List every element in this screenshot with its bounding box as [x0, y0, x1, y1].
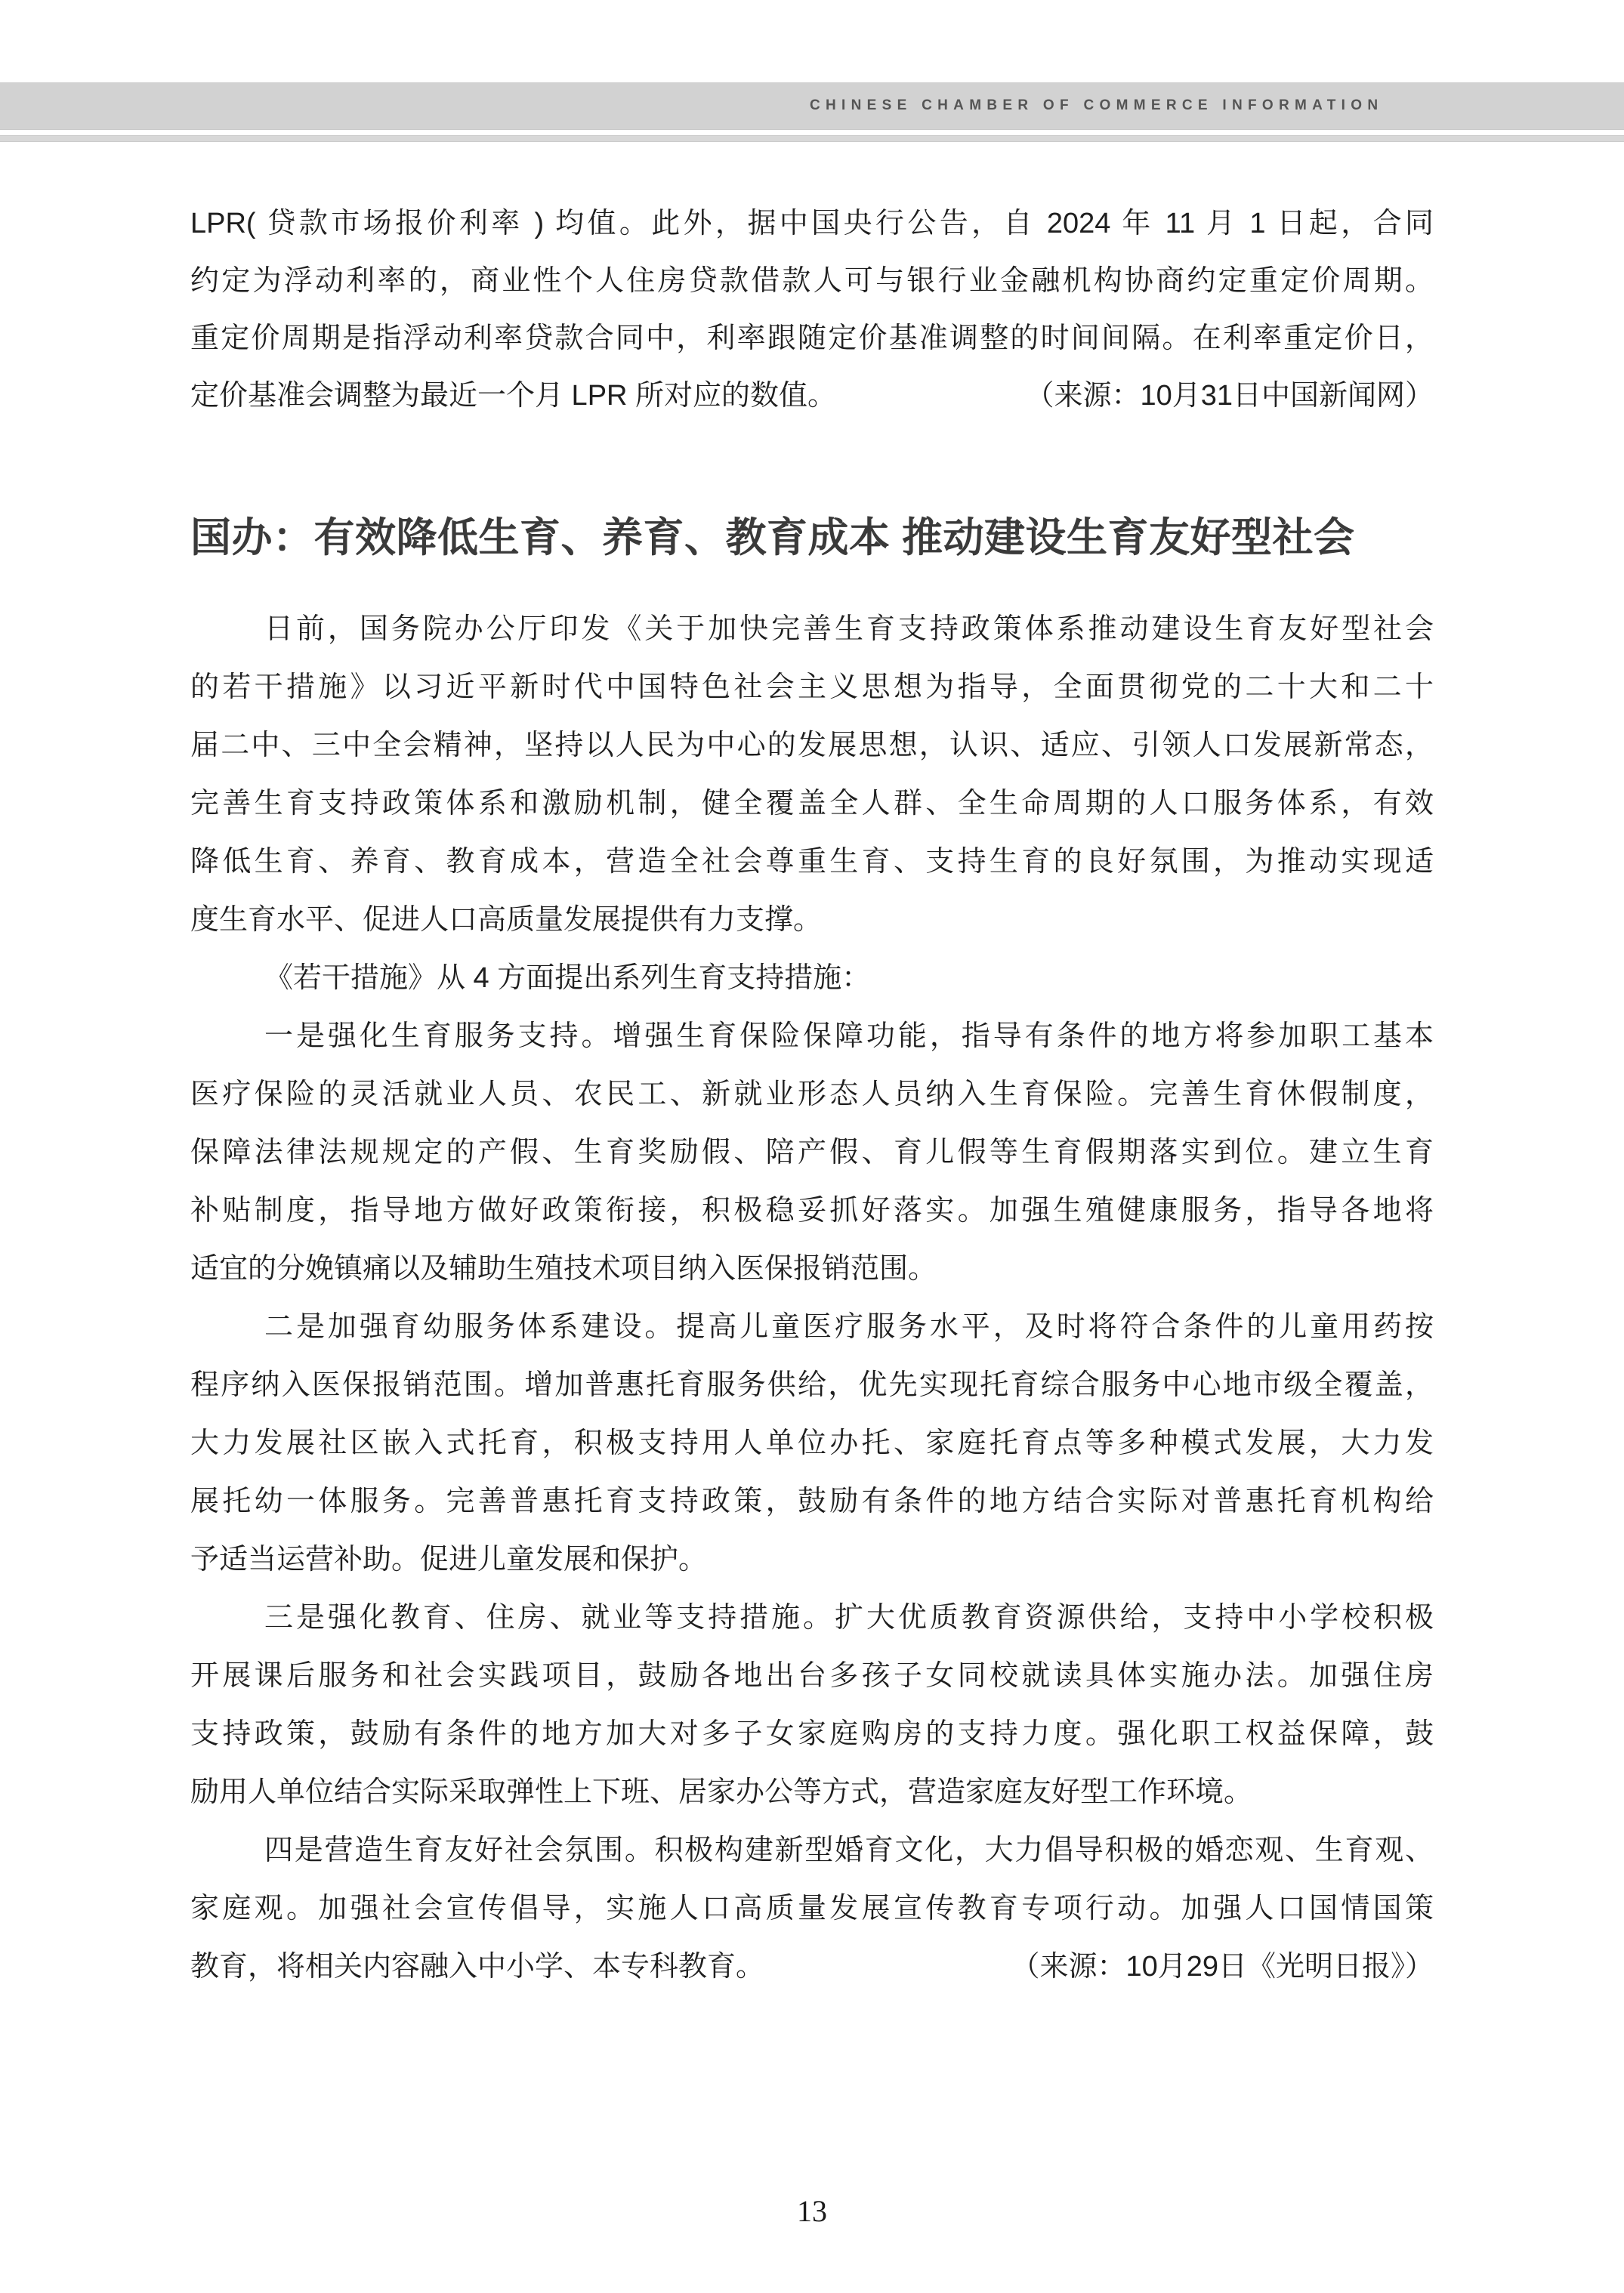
publication-title: CHINESE CHAMBER OF COMMERCE INFORMATION [810, 97, 1384, 113]
text-line: 支持政策，鼓励有条件的地方加大对多子女家庭购房的支持力度。强化职工权益保障，鼓 [190, 1718, 1434, 1750]
text-line: 完善生育支持政策体系和激励机制，健全覆盖全人群、全生命周期的人口服务体系，有效 [190, 788, 1434, 819]
header-divider [0, 135, 1624, 142]
text-line-with-source [190, 1938, 1434, 1996]
text-line: 四是营造生育友好社会氛围。积极构建新型婚育文化，大力倡导积极的婚恋观、生育观、 [264, 1835, 1434, 1866]
text-line: 度生育水平、促进人口高质量发展提供有力支撑。 [190, 904, 823, 936]
text-line: LPR( 贷款市场报价利率 ) 均值。此外，据中国央行公告，自 2024 年 11 月 1 日起，合同 [190, 208, 1434, 239]
text-line: 大力发展社区嵌入式托育，积极支持用人单位办托、家庭托育点等多种模式发展，大力发 [190, 1427, 1434, 1459]
text-line: 予适当运营补助。促进儿童发展和保护。 [190, 1544, 708, 1575]
source-citation: （来源：10月31日中国新闻网） [1025, 380, 1434, 412]
text-line: 日前，国务院办公厅印发《关于加快完善生育支持政策体系推动建设生育友好型社会 [264, 613, 1434, 645]
text-line: 励用人单位结合实际采取弹性上下班、居家办公等方式，营造家庭友好型工作环境。 [190, 1776, 1253, 1808]
text-line: 补贴制度，指导地方做好政策衔接，积极稳妥抓好落实。加强生殖健康服务，指导各地将 [190, 1195, 1434, 1227]
text-line: 教育，将相关内容融入中小学、本专科教育。 [190, 1951, 765, 1983]
text-line: 二是加强育幼服务体系建设。提高儿童医疗服务水平，及时将符合条件的儿童用药按 [264, 1311, 1434, 1343]
paragraph [190, 1589, 1434, 1822]
running-header-band [0, 82, 1624, 130]
text-line: 医疗保险的灵活就业人员、农民工、新就业形态人员纳入生育保险。完善生育休假制度， [190, 1079, 1434, 1110]
paragraph [190, 949, 1434, 1008]
text-line: 重定价周期是指浮动利率贷款合同中，利率跟随定价基准调整的时间间隔。在利率重定价日， [190, 323, 1434, 354]
text-line: 程序纳入医保报销范围。增加普惠托育服务供给，优先实现托育综合服务中心地市级全覆盖， [190, 1369, 1434, 1401]
article-title: 国办：有效降低生育、养育、教育成本 推动建设生育友好型社会 [190, 515, 1355, 560]
text-line: 约定为浮动利率的，商业性个人住房贷款借款人可与银行业金融机构协商约定重定价周期。 [190, 265, 1434, 297]
text-line: 适宜的分娩镇痛以及辅助生殖技术项目纳入医保报销范围。 [190, 1253, 937, 1285]
text-line: 定价基准会调整为最近一个月 LPR 所对应的数值。 [190, 380, 837, 412]
text-line: 三是强化教育、住房、就业等支持措施。扩大优质教育资源供给，支持中小学校积极 [264, 1602, 1434, 1634]
text-line: 展托幼一体服务。完善普惠托育支持政策，鼓励有条件的地方结合实际对普惠托育机构给 [190, 1486, 1434, 1517]
text-line: 届二中、三中全会精神，坚持以人民为中心的发展思想，认识、适应、引领人口发展新常态， [190, 730, 1434, 761]
text-line-with-source [190, 367, 1434, 424]
paragraph [190, 1008, 1434, 1298]
article-body [190, 600, 1434, 1996]
source-citation: （来源：10月29日《光明日报》） [1011, 1951, 1434, 1983]
text-line: 开展课后服务和社会实践项目，鼓励各地出台多孩子女同校就读具体实施办法。加强住房 [190, 1660, 1434, 1692]
page-number: 13 [797, 2194, 827, 2228]
text-line: 《若干措施》从 4 方面提出系列生育支持措施： [264, 962, 871, 994]
article-continuation [190, 195, 1434, 424]
text-line: 降低生育、养育、教育成本，营造全社会尊重生育、支持生育的良好氛围，为推动实现适 [190, 846, 1434, 878]
paragraph [190, 1298, 1434, 1589]
paragraph [190, 1822, 1434, 1996]
paragraph [190, 600, 1434, 949]
text-line: 保障法律法规规定的产假、生育奖励假、陪产假、育儿假等生育假期落实到位。建立生育 [190, 1137, 1434, 1168]
text-line: 家庭观。加强社会宣传倡导，实施人口高质量发展宣传教育专项行动。加强人口国情国策 [190, 1893, 1434, 1924]
text-line: 一是强化生育服务支持。增强生育保险保障功能，指导有条件的地方将参加职工基本 [264, 1020, 1434, 1052]
text-line: 的若干措施》以习近平新时代中国特色社会主义思想为指导，全面贯彻党的二十大和二十 [190, 671, 1434, 703]
